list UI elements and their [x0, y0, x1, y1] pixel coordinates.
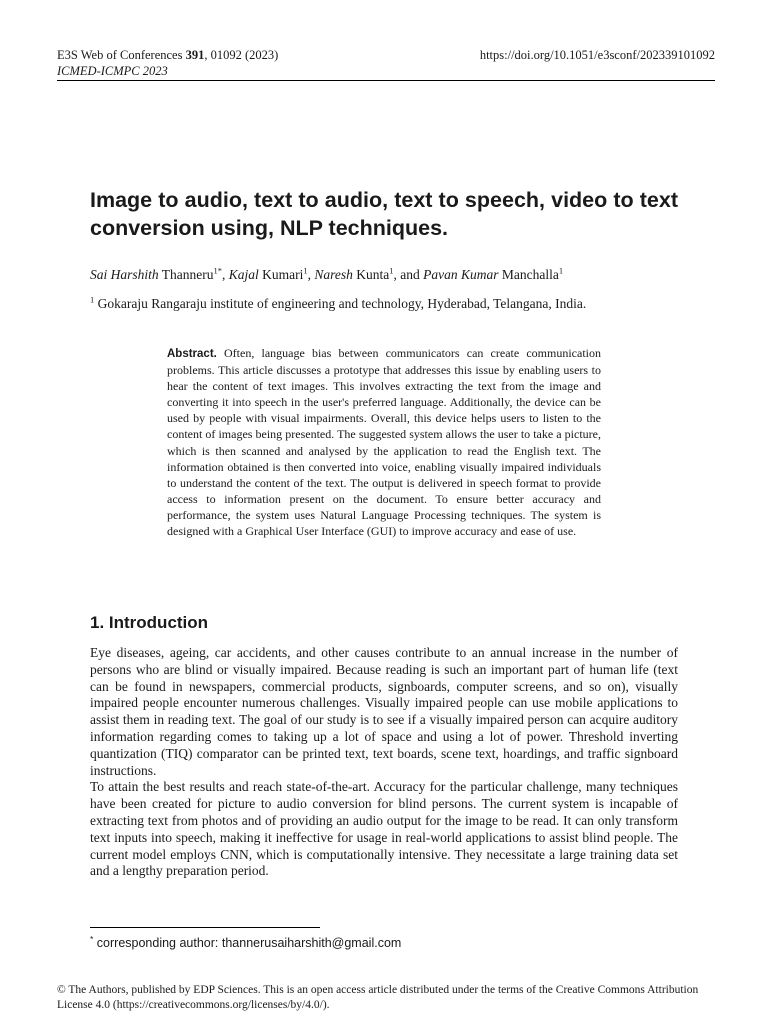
running-header-left — [57, 47, 278, 79]
author-affiliation-mark: 1 — [558, 265, 564, 276]
author-family-name: Manchalla — [498, 267, 559, 282]
author — [90, 267, 222, 282]
journal-citation — [57, 47, 278, 63]
author-separator: , and — [393, 267, 424, 282]
author — [229, 267, 308, 282]
doi-link[interactable]: https://doi.org/10.1051/e3sconf/202339101092 — [479, 48, 715, 62]
header-divider — [57, 80, 715, 81]
section-body — [90, 645, 678, 880]
abstract — [167, 345, 601, 539]
author-separator: , — [222, 267, 229, 282]
author-family-name: Kunta — [352, 267, 390, 282]
abstract-text: Often, language bias between communicators can create communication problems. This article discusses a prototype that addresses this issue by enabling users to hear the content of text images. This involves extracting the text from the image and converting it into speech in the user's preferred language. Additionally, the device can be used by people with visual impairments. Overall, this device helps users to listen to the content of images being presented. The suggested system allows the user to take a picture, which is then scanned and analysed by the application to read the English text. The information obtained is then converted into voice, enabling visually impaired individuals to understand the content of the text. The output is delivered in speech format to provide access to information present on the document. To ensure better accuracy and performance, the system uses Natural Language Processing techniques. The system is designed with a Graphical User Interface (GUI) to improve accuracy and ease of use. — [167, 346, 601, 539]
author-given-name: Pavan Kumar — [423, 267, 499, 282]
footnote-divider — [90, 927, 320, 928]
author-list — [90, 266, 563, 284]
license-notice: © The Authors, published by EDP Sciences. This is an open access article distributed under the terms of the Creative Commons Attribution License 4.0 (https://creativecommons.org/licenses/by/4.0/). — [57, 984, 699, 1011]
author-family-name: Thanneru — [158, 267, 214, 282]
journal-volume: 391 — [185, 48, 205, 62]
conference-name: ICMED-ICMPC 2023 — [57, 64, 168, 78]
author — [423, 267, 563, 282]
author — [314, 267, 393, 282]
body-paragraph: To attain the best results and reach state-of-the-art. Accuracy for the particular challenge, many techniques have been created for picture to audio conversion for blind persons. The current system is incapable of extracting text from photos and of providing an audio output for the image to be read. It can only transform text inputs into speech, making it ineffective for usage in real-world applications to assist blind people. The current model employs CNN, which is computationally intensive. They necessitate a large training data set and a lengthy preparation period. — [90, 779, 678, 879]
footnote-text: corresponding author: thannerusaiharshith@gmail.com — [93, 936, 402, 950]
affiliation-mark: 1 — [90, 294, 95, 305]
footnote — [90, 935, 401, 952]
journal-prefix: E3S Web of Conferences — [57, 48, 186, 62]
author-given-name: Naresh — [314, 267, 353, 282]
author-given-name: Kajal — [228, 267, 259, 282]
author-affiliation-mark: 1 — [389, 265, 394, 276]
body-paragraph: Eye diseases, ageing, car accidents, and other causes contribute to an annual increase in the number of persons who are blind or visually impaired. Because reading is such an important part of human life (text can be found in newspapers, commercial products, signboards, computer screens, and so on), visually impaired people encounter numerous challenges. Visually impaired people can use mobile applications to assist them in reading text. The goal of our study is to see if a visually impaired person can acquire auditory information regarding comes to taking up a lot of space and using a lot of power. Threshold inverting quantization (TIQ) comparator can be printed text, text boards, scene text, hoardings, and traffic signboard instructions. — [90, 645, 678, 778]
paper-title: Image to audio, text to audio, text to speech, video to text conversion using, NLP techniques. — [90, 188, 678, 240]
author-given-name: Sai Harshith — [90, 267, 159, 282]
author-affiliation-mark: 1* — [213, 265, 222, 276]
affiliation — [90, 295, 586, 313]
affiliation-text: Gokaraju Rangaraju institute of engineering and technology, Hyderabad, Telangana, India. — [94, 296, 587, 311]
author-affiliation-mark: 1 — [303, 265, 308, 276]
section-heading: 1. Introduction — [90, 613, 209, 632]
abstract-label: Abstract. — [167, 348, 217, 360]
footnote-mark: * — [90, 933, 94, 944]
author-family-name: Kumari — [258, 267, 304, 282]
author-separator: , — [307, 267, 315, 282]
article-number: , 01092 (2023) — [204, 48, 279, 62]
